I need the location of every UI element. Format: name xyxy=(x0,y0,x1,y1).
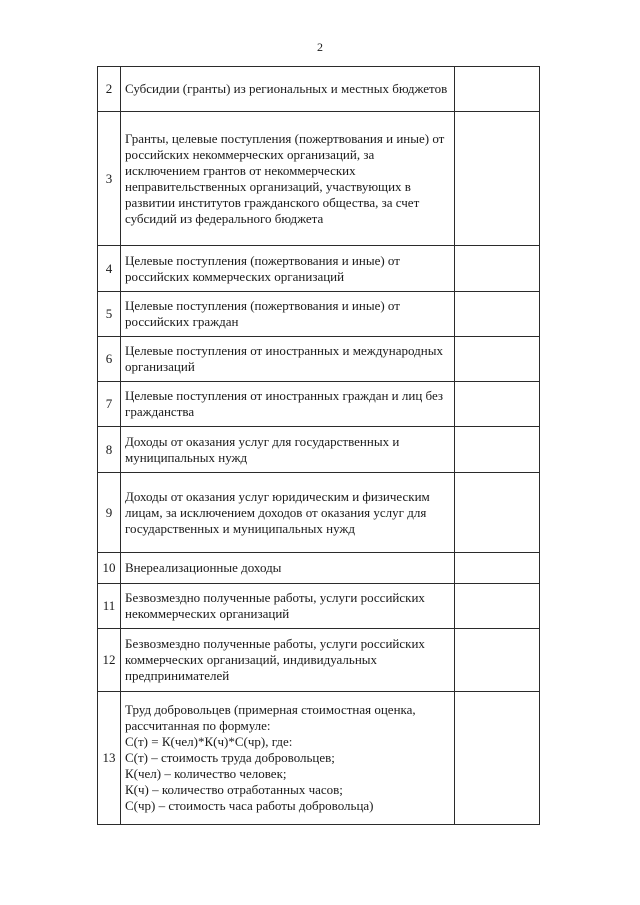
row-description: Гранты, целевые поступления (пожертвования и иные) от российских некоммерческих организаций, за исключением грантов от некоммерческих неправительственных организаций, участвующих в развитии институтов гражданского общества, за счет субсидий из федерального бюджета xyxy=(121,112,455,246)
row-value-cell xyxy=(455,382,540,427)
table-row xyxy=(98,427,540,473)
row-value-cell xyxy=(455,692,540,825)
row-value-cell xyxy=(455,553,540,584)
table-row xyxy=(98,382,540,427)
row-description: Целевые поступления (пожертвования и иные) от российских коммерческих организаций xyxy=(121,246,455,292)
row-value-cell xyxy=(455,246,540,292)
table-row xyxy=(98,112,540,246)
row-number: 8 xyxy=(98,427,121,473)
table-row xyxy=(98,553,540,584)
row-number: 10 xyxy=(98,553,121,584)
row-number: 3 xyxy=(98,112,121,246)
table-row xyxy=(98,473,540,553)
row-description: Целевые поступления от иностранных граждан и лиц без гражданства xyxy=(121,382,455,427)
row-number: 13 xyxy=(98,692,121,825)
row-description: Труд добровольцев (примерная стоимостная оценка, рассчитанная по формуле: С(т) = К(чел)*К(ч)*С(чр), где: С(т) – стоимость труда добровольцев; К(чел) – количество человек; К(ч) – количество отработанных часов; С(чр) – стоимость часа работы добровольца) xyxy=(121,692,455,825)
table-row xyxy=(98,67,540,112)
table-row xyxy=(98,337,540,382)
row-number: 12 xyxy=(98,629,121,692)
income-sources-table xyxy=(97,66,540,825)
row-number: 7 xyxy=(98,382,121,427)
table-row xyxy=(98,629,540,692)
row-number: 9 xyxy=(98,473,121,553)
row-description: Доходы от оказания услуг для государственных и муниципальных нужд xyxy=(121,427,455,473)
page-number: 2 xyxy=(317,40,323,54)
row-number: 5 xyxy=(98,292,121,337)
row-number: 2 xyxy=(98,67,121,112)
table-row xyxy=(98,292,540,337)
row-value-cell xyxy=(455,67,540,112)
row-value-cell xyxy=(455,337,540,382)
row-description: Внереализационные доходы xyxy=(121,553,455,584)
row-value-cell xyxy=(455,292,540,337)
row-number: 6 xyxy=(98,337,121,382)
row-description: Безвозмездно полученные работы, услуги российских некоммерческих организаций xyxy=(121,584,455,629)
table-row xyxy=(98,246,540,292)
row-description: Безвозмездно полученные работы, услуги российских коммерческих организаций, индивидуальных предпринимателей xyxy=(121,629,455,692)
row-description: Целевые поступления (пожертвования и иные) от российских граждан xyxy=(121,292,455,337)
row-description: Целевые поступления от иностранных и международных организаций xyxy=(121,337,455,382)
table-row xyxy=(98,692,540,825)
row-value-cell xyxy=(455,473,540,553)
row-value-cell xyxy=(455,112,540,246)
row-description: Субсидии (гранты) из региональных и местных бюджетов xyxy=(121,67,455,112)
table-row xyxy=(98,584,540,629)
row-description: Доходы от оказания услуг юридическим и физическим лицам, за исключением доходов от оказания услуг для государственных и муниципальных нужд xyxy=(121,473,455,553)
row-value-cell xyxy=(455,427,540,473)
row-number: 11 xyxy=(98,584,121,629)
row-value-cell xyxy=(455,629,540,692)
row-value-cell xyxy=(455,584,540,629)
row-number: 4 xyxy=(98,246,121,292)
